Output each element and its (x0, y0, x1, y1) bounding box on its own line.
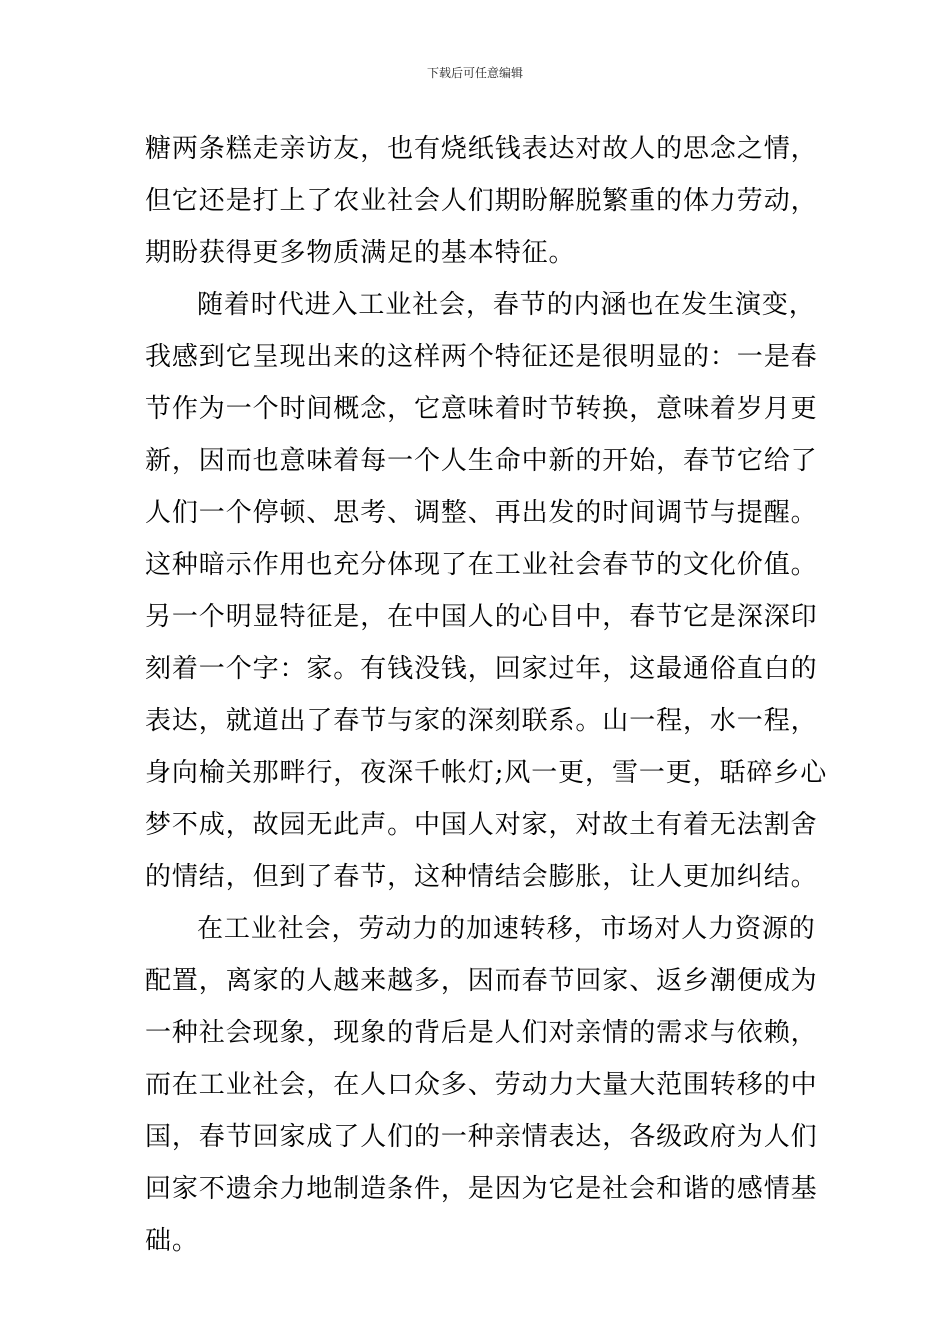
text-line: 表达，就道出了春节与家的深刻联系。山一程，水一程， (145, 706, 818, 736)
text-line: 另一个明显特征是，在中国人的心目中，春节它是深深印 (145, 602, 818, 632)
text-line: 国，春节回家成了人们的一种亲情表达，各级政府为人们 (145, 1122, 818, 1152)
text-line: 期盼获得更多物质满足的基本特征。 (145, 238, 576, 268)
text-line: 人们一个停顿、思考、调整、再出发的时间调节与提醒。 (145, 498, 818, 528)
document-body (145, 123, 828, 1267)
text-line: 的情结，但到了春节，这种情结会膨胀，让人更加纠结。 (145, 862, 818, 892)
text-line: 糖两条糕走亲访友，也有烧纸钱表达对故人的思念之情， (145, 134, 818, 164)
text-line: 梦不成，故园无此声。中国人对家，对故土有着无法割舍 (145, 810, 818, 840)
text-line: 回家不遗余力地制造条件，是因为它是社会和谐的感情基 (145, 1174, 818, 1204)
text-line: 在工业社会，劳动力的加速转移，市场对人力资源的 (197, 914, 816, 944)
text-line: 身向榆关那畔行，夜深千帐灯;风一更，雪一更，聒碎乡心 (145, 758, 828, 788)
text-line: 配置，离家的人越来越多，因而春节回家、返乡潮便成为 (145, 966, 818, 996)
text-line: 而在工业社会，在人口众多、劳动力大量大范围转移的中 (145, 1070, 818, 1100)
paragraph (145, 123, 818, 279)
text-line: 础。 (145, 1226, 199, 1256)
paragraph (145, 279, 828, 903)
text-line: 但它还是打上了农业社会人们期盼解脱繁重的体力劳动， (145, 186, 818, 216)
text-line: 随着时代进入工业社会，春节的内涵也在发生演变， (197, 290, 816, 320)
text-line: 这种暗示作用也充分体现了在工业社会春节的文化价值。 (145, 550, 818, 580)
text-line: 节作为一个时间概念，它意味着时节转换，意味着岁月更 (145, 394, 818, 424)
paragraph (145, 903, 818, 1267)
text-line: 一种社会现象，现象的背后是人们对亲情的需求与依赖， (145, 1018, 818, 1048)
page-header: 下载后可任意编辑 (426, 66, 523, 80)
text-line: 我感到它呈现出来的这样两个特征还是很明显的：一是春 (145, 342, 818, 372)
text-line: 刻着一个字：家。有钱没钱，回家过年，这最通俗直白的 (145, 654, 818, 684)
text-line: 新，因而也意味着每一个人生命中新的开始，春节它给了 (145, 446, 818, 476)
